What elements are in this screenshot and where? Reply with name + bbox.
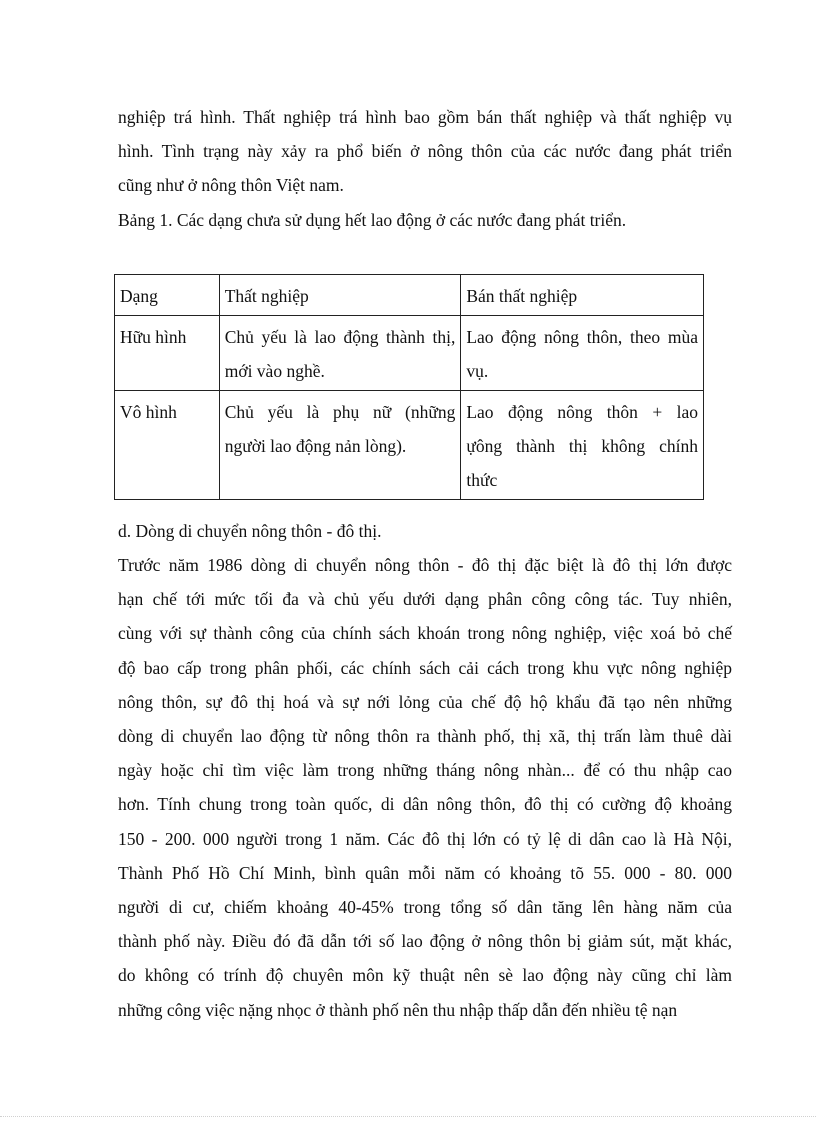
body-line: hạn chế tới mức tối đa và chủ yếu dưới dạng phân công công tác. Tuy nhiên, <box>118 589 732 610</box>
table-header-row <box>115 275 704 316</box>
page-bottom-divider <box>0 1116 816 1117</box>
intro-paragraph <box>118 100 732 203</box>
body-line: 150 - 200. 000 người trong 1 năm. Các đô thị lớn có tỷ lệ di dân cao là Hà Nội, <box>118 828 732 849</box>
cell-type: Vô hình <box>115 391 220 500</box>
cell-line: người lao động nản lòng). <box>224 436 407 456</box>
section-paragraph <box>118 548 732 1027</box>
cell-type: Hữu hình <box>115 316 220 391</box>
document-page <box>118 100 732 1020</box>
cell-underemployment <box>461 391 704 500</box>
table-caption: Bảng 1. Các dạng chưa sử dụng hết lao động ở các nước đang phát triển. <box>118 209 627 230</box>
header-underemployment: Bán thất nghiệp <box>461 275 704 316</box>
body-line: do không có trính độ chuyên môn kỹ thuật nên sè lao động này cũng chỉ làm <box>118 965 732 986</box>
table-row <box>115 391 704 500</box>
cell-line: Lao động nông thôn + lao <box>466 402 698 422</box>
body-line: nông thôn, sự đô thị hoá và sự nới lỏng của chế độ hộ khẩu đã tạo nên những <box>118 691 732 712</box>
intro-line: cũng như ở nông thôn Việt nam. <box>118 175 344 196</box>
body-line: dòng di chuyển lao động từ nông thôn ra thành phố, thị xã, thị trấn làm thuê dài <box>118 726 732 747</box>
table-row <box>115 316 704 391</box>
migration-section <box>118 514 732 1027</box>
intro-line: hình. Tình trạng này xảy ra phổ biến ở nông thôn của các nước đang phát triển <box>118 141 732 162</box>
body-line: độ bao cấp trong phân phối, các chính sách cải cách trong khu vực nông nghiệp <box>118 657 732 678</box>
cell-line: Chủ yếu là phụ nữ (những <box>224 402 456 422</box>
cell-unemployment <box>219 316 461 391</box>
body-line: hơn. Tính chung trong toàn quốc, di dân nông thôn, đô thị có cường độ khoảng <box>118 794 732 815</box>
cell-line: thức <box>466 470 498 490</box>
header-type: Dạng <box>115 275 220 316</box>
body-line: người di cư, chiếm khoảng 40-45% trong tổng số dân tăng lên hàng năm của <box>118 897 732 918</box>
body-line: thành phố này. Điều đó đã dẫn tới số lao động ở nông thôn bị giảm sút, mặt khác, <box>118 931 732 952</box>
cell-line: mới vào nghề. <box>224 361 325 381</box>
labor-table <box>114 274 704 500</box>
cell-line: ựông thành thị không chính <box>466 436 698 456</box>
body-line: Trước năm 1986 dòng di chuyển nông thôn - đô thị đặc biệt là đô thị lớn được <box>118 555 732 575</box>
cell-line: vụ. <box>466 361 489 381</box>
intro-line: nghiệp trá hình. Thất nghiệp trá hình bao gồm bán thất nghiệp và thất nghiệp vụ <box>118 107 732 127</box>
body-line: Thành Phố Hồ Chí Minh, bình quân mỗi năm có khoảng tõ 55. 000 - 80. 000 <box>118 862 732 883</box>
cell-line: Chủ yếu là lao động thành thị, <box>224 327 456 347</box>
cell-unemployment <box>219 391 461 500</box>
section-heading: d. Dòng di chuyển nông thôn - đô thị. <box>118 521 382 541</box>
header-unemployment: Thất nghiệp <box>219 275 461 316</box>
cell-underemployment <box>461 316 704 391</box>
body-line: ngày hoặc chỉ tìm việc làm trong những tháng nông nhàn... để có thu nhập cao <box>118 760 732 781</box>
cell-line: Lao động nông thôn, theo mùa <box>466 327 698 347</box>
body-line: cùng với sự thành công của chính sách khoán trong nông nghiệp, việc xoá bỏ chế <box>118 623 732 644</box>
body-line: những công việc nặng nhọc ở thành phố nên thu nhập thấp dẫn đến nhiều tệ nạn <box>118 999 678 1020</box>
